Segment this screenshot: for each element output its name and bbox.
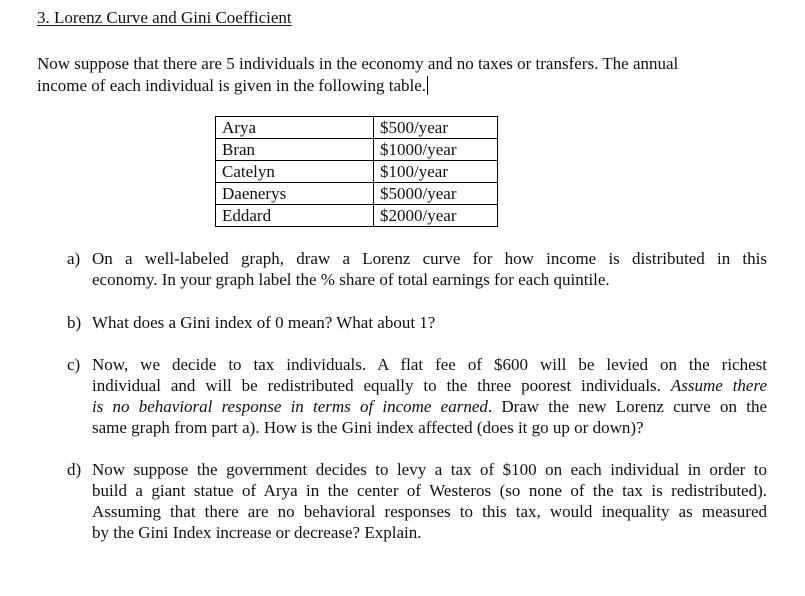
question-a-line-1: On a well-labeled graph, draw a Lorenz curve for how income is distributed in this — [92, 249, 767, 268]
question-c-line-4: same graph from part a). How is the Gini index affected (does it go up or down)? — [92, 418, 644, 437]
individual-income: $1000/year — [374, 139, 498, 161]
table-row — [216, 161, 498, 183]
individual-name: Bran — [216, 139, 374, 161]
intro-line-2 — [37, 75, 767, 97]
individual-income: $5000/year — [374, 183, 498, 205]
individual-name: Daenerys — [216, 183, 374, 205]
section-heading: 3. Lorenz Curve and Gini Coefficient — [37, 8, 292, 27]
question-marker: b) — [67, 313, 82, 332]
table-row — [216, 183, 498, 205]
text-cursor — [427, 76, 428, 95]
question-marker: a) — [67, 249, 81, 268]
question-a-line-2: economy. In your graph label the % share of total earnings for each quintile. — [92, 270, 610, 289]
question-d-line-4: by the Gini Index increase or decrease? Explain. — [92, 523, 422, 542]
question-c — [67, 354, 767, 438]
question-d-line-3: Assuming that there are no behavioral responses to this tax, would inequality as measured — [92, 502, 767, 521]
question-a — [67, 248, 767, 290]
question-d — [67, 459, 767, 543]
individual-income: $2000/year — [374, 205, 498, 227]
question-c-line-2-text: individual and will be redistributed equally to the three poorest individuals. — [92, 376, 671, 395]
table-row — [216, 117, 498, 139]
individual-name: Catelyn — [216, 161, 374, 183]
intro-line-2-text: income of each individual is given in the following table. — [37, 76, 427, 95]
question-c-emphasis-1: Assume there — [670, 376, 767, 395]
individual-name: Arya — [216, 117, 374, 139]
question-c-line-3 — [92, 396, 767, 417]
question-d-line-1: Now suppose the government decides to levy a tax of $100 on each individual in order to — [92, 460, 767, 479]
intro-paragraph — [37, 53, 767, 97]
table-row — [216, 205, 498, 227]
question-c-emphasis-2: is no behavioral response in terms of income earned — [92, 397, 488, 416]
question-d-line-2: build a giant statue of Arya in the center of Westeros (so none of the tax is redistributed). — [92, 481, 767, 500]
question-marker: d) — [67, 460, 82, 479]
intro-line-1: Now suppose that there are 5 individuals in the economy and no taxes or transfers. The annual — [37, 54, 679, 73]
question-c-line-1: Now, we decide to tax individuals. A flat fee of $600 will be levied on the richest — [92, 355, 767, 374]
individual-income: $500/year — [374, 117, 498, 139]
table-row — [216, 139, 498, 161]
question-c-line-3-text: . Draw the new Lorenz curve on the — [487, 397, 767, 416]
question-b-line-1: What does a Gini index of 0 mean? What about 1? — [92, 313, 436, 332]
income-table — [215, 116, 498, 227]
question-c-line-2 — [92, 375, 767, 396]
question-marker: c) — [67, 355, 81, 374]
individual-name: Eddard — [216, 205, 374, 227]
question-b — [67, 312, 767, 333]
individual-income: $100/year — [374, 161, 498, 183]
